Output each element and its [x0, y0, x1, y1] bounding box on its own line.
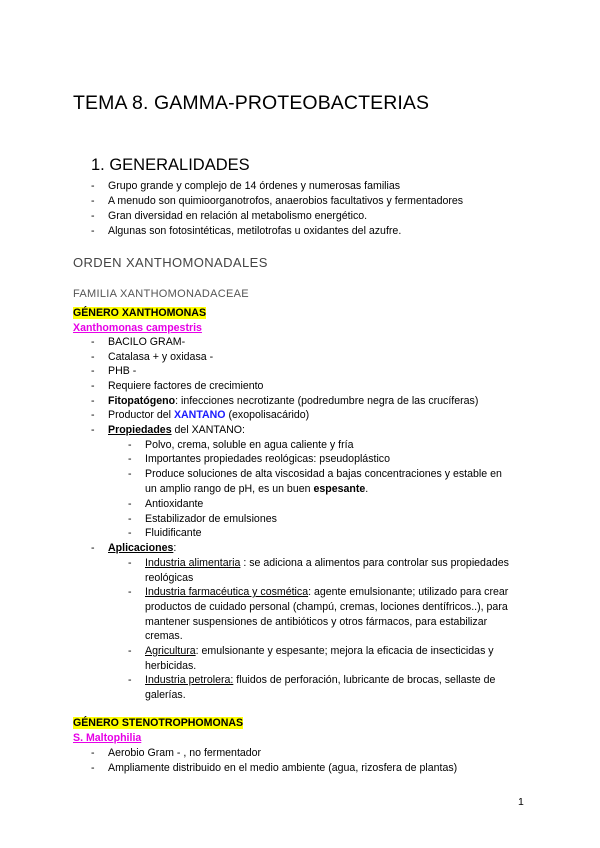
- familia-heading: FAMILIA XANTHOMONADACEAE: [73, 288, 249, 300]
- list-item: -: [91, 351, 95, 363]
- app-petrolera-cont: galerías.: [145, 689, 186, 701]
- sub-list-item-text: Antioxidante: [145, 498, 204, 510]
- propiedades-item: Propiedades del XANTANO:: [108, 424, 245, 436]
- sub-list-item: -: [128, 439, 132, 451]
- list-item: -: [91, 210, 95, 222]
- sub-list-item: -: [128, 586, 132, 598]
- app-farmaceutica-cont: mantener suspensiones de antibióticos y otros fármacos, para estabilizar: [145, 616, 488, 628]
- list-item-text: Catalasa + y oxidasa -: [108, 351, 214, 363]
- list-item: -: [91, 542, 95, 554]
- page-title: TEMA 8. GAMMA-PROTEOBACTERIAS: [73, 92, 430, 114]
- list-item: -: [91, 195, 95, 207]
- page-number: 1: [518, 796, 524, 808]
- species-name: S. Maltophilia: [73, 732, 142, 744]
- app-agricultura: Agricultura: emulsionante y espesante; mejora la eficacia de insecticidas y: [145, 645, 494, 657]
- species-name: Xanthomonas campestris: [73, 322, 202, 334]
- sub-list-item-text: Fluidificante: [145, 527, 202, 539]
- list-item: -: [91, 365, 95, 377]
- sub-list-item-continuation: un amplio rango de pH, es un buen espesante.: [145, 483, 369, 495]
- sub-list-item: -: [128, 453, 132, 465]
- app-alimentaria: Industria alimentaria : se adiciona a alimentos para controlar sus propiedades: [145, 557, 509, 569]
- genus-heading-stenotrophomonas: GÉNERO STENOTROPHOMONAS: [73, 717, 244, 729]
- list-item: -: [91, 762, 95, 774]
- sub-list-item: -: [128, 468, 132, 480]
- fitopatogeno-item: Fitopatógeno: infecciones necrotizante (podredumbre negra de las crucíferas): [108, 395, 479, 407]
- list-item: -: [91, 336, 95, 348]
- list-item-text: Requiere factores de crecimiento: [108, 380, 264, 392]
- list-item-text: Grupo grande y complejo de 14 órdenes y numerosas familias: [108, 180, 401, 192]
- app-farmaceutica: Industria farmacéutica y cosmética: agente emulsionante; utilizado para crear: [145, 586, 509, 598]
- app-farmaceutica-cont: productos de cuidado personal (champú, cremas, lociones dentífricos..), para: [145, 601, 508, 613]
- list-item-text: A menudo son quimioorganotrofos, anaerobios facultativos y fermentadores: [108, 195, 464, 207]
- sub-list-item: -: [128, 557, 132, 569]
- aplicaciones-item: Aplicaciones:: [108, 542, 177, 554]
- sub-list-item: -: [128, 527, 132, 539]
- genus-heading-xanthomonas: GÉNERO XANTHOMONAS: [73, 307, 207, 319]
- list-item: -: [91, 747, 95, 759]
- app-petrolera: Industria petrolera: fluidos de perforación, lubricante de brocas, sellaste de: [145, 674, 496, 686]
- productor-item: Productor del XANTANO (exopolisacárido): [108, 409, 310, 421]
- list-item-text: Gran diversidad en relación al metabolismo energético.: [108, 210, 368, 222]
- list-item-text: BACILO GRAM-: [108, 336, 186, 348]
- sub-list-item-text: Estabilizador de emulsiones: [145, 513, 277, 525]
- list-item: -: [91, 380, 95, 392]
- list-item-text: Aerobio Gram - , no fermentador: [108, 747, 262, 759]
- app-alimentaria-cont: reológicas: [145, 572, 194, 584]
- sub-list-item-text: Importantes propiedades reológicas: pseudoplástico: [145, 453, 390, 465]
- list-item: -: [91, 424, 95, 436]
- list-item: -: [91, 180, 95, 192]
- app-agricultura-cont: herbicidas.: [145, 660, 197, 672]
- sub-list-item: -: [128, 674, 132, 686]
- section-heading-generalidades: 1. GENERALIDADES: [91, 156, 250, 174]
- sub-list-item: -: [128, 498, 132, 510]
- list-item: -: [91, 395, 95, 407]
- list-item: -: [91, 409, 95, 421]
- sub-list-item-text: Produce soluciones de alta viscosidad a bajas concentraciones y estable en: [145, 468, 502, 480]
- orden-heading: ORDEN XANTHOMONADALES: [73, 255, 268, 270]
- list-item-text: Ampliamente distribuido en el medio ambiente (agua, rizosfera de plantas): [108, 762, 458, 774]
- list-item: -: [91, 225, 95, 237]
- list-item-text: PHB -: [108, 365, 137, 377]
- app-farmaceutica-cont: cremas.: [145, 630, 183, 642]
- sub-list-item: -: [128, 645, 132, 657]
- list-item-text: Algunas son fotosintéticas, metilotrofas u oxidantes del azufre.: [108, 225, 402, 237]
- sub-list-item: -: [128, 513, 132, 525]
- sub-list-item-text: Polvo, crema, soluble en agua caliente y fría: [145, 439, 354, 451]
